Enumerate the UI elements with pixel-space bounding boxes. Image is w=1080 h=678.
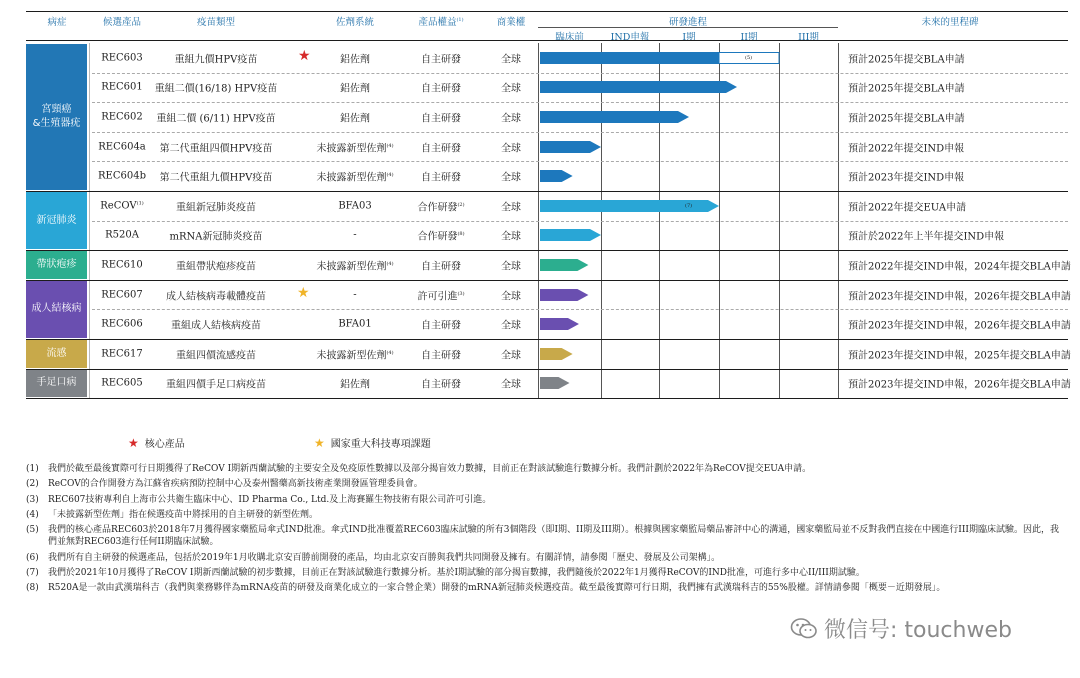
rights-note: (8): [457, 231, 465, 238]
adjuvant-note: (4): [386, 349, 394, 356]
rights-text: 許可引進: [417, 291, 458, 303]
vaccine-type: 重組四價手足口病疫苗: [166, 379, 266, 391]
category-label: 宮頸癌 &生殖器疣: [26, 44, 87, 190]
progress-bar: [540, 376, 572, 390]
footnote-number: (7): [26, 568, 39, 579]
header-stage: III期: [798, 32, 819, 43]
adjuvant: [305, 319, 405, 330]
rights: [401, 258, 481, 273]
rights: [401, 110, 481, 125]
commercial-rights: 全球: [501, 202, 521, 214]
row-rule: [92, 73, 1068, 74]
rights-text: 自主研發: [421, 379, 461, 391]
header-stage: 臨床前: [555, 32, 584, 43]
commercial-rights: 全球: [501, 113, 521, 125]
group-rule: [26, 339, 1068, 340]
progress-bar: [540, 169, 575, 183]
milestone: 預計2025年提交BLA申請: [848, 83, 965, 95]
adjuvant-text: BFA03: [338, 200, 372, 212]
vaccine-type: 重組四價流感疫苗: [176, 350, 256, 362]
header-rights-text: 產品權益: [418, 17, 457, 28]
rights-text: 自主研發: [421, 350, 461, 362]
milestone: 預計於2022年上半年提交IND申報: [848, 231, 1005, 243]
footnote-text: ReCOV的合作開發方為江蘇省疾病預防控制中心及泰州醫藥高新技術產業開發區管理委員會。: [48, 479, 423, 490]
adjuvant-note: (4): [386, 172, 394, 179]
progress-bar: [540, 199, 721, 213]
progress-bar: [540, 347, 575, 361]
adjuvant: [305, 289, 405, 300]
milestone: 預計2025年提交BLA申請: [848, 113, 965, 125]
row-rule: [92, 221, 1068, 222]
adjuvant-text: 鋁佐劑: [340, 379, 370, 391]
footnote-number: (8): [26, 583, 39, 594]
progress-bar-fill: [540, 318, 579, 330]
adjuvant-text: 鋁佐劑: [340, 113, 370, 125]
footnote-number: (5): [26, 525, 39, 536]
commercial-rights: 全球: [501, 83, 521, 95]
watermark: [790, 613, 1012, 644]
progress-bar: [540, 110, 691, 124]
adjuvant-text: 未披露新型佐劑: [316, 143, 387, 155]
vaccine-type: 第二代重組四價HPV疫苗: [159, 143, 273, 155]
footnote-text: 我們的核心產品REC603於2018年7月獲得國家藥監局傘式IND批准。傘式IND批准覆蓋REC603臨床試驗的所有3個階段（即I期、II期及III期）。根據與國家藥監局藥品審評中心的溝通，國家藥監局並不反對我們直接在中國進行III期臨床試驗。因此，我們並無對REC603進行任何II期臨床試驗。: [48, 525, 1059, 548]
footnote-text: 我們於截至最後實際可行日期獲得了ReCOV I期新西蘭試驗的主要安全及免疫原性數據以及部分揭盲效力數據，目前正在對該試驗進行數據分析。我們計劃於2022年為ReCOV提交EUA申請。: [48, 464, 812, 474]
legend-key: [314, 435, 431, 450]
milestone: 預計2022年提交EUA申請: [848, 202, 967, 214]
vaccine-type: 第二代重組九價HPV疫苗: [159, 172, 273, 184]
progress-bar-note: (7): [685, 202, 693, 209]
legend-key-label: 國家重大科技專項課題: [330, 439, 431, 450]
footnote: [26, 567, 1061, 579]
commercial-rights: 全球: [501, 231, 521, 243]
progress-bar: [540, 258, 590, 272]
footnote-text: 我們於2021年10月獲得了ReCOV I期新西蘭試驗的初步數據，目前正在對該試驗進行數據分析。基於I期試驗的部分揭盲數據，我們隨後於2022年1月獲得ReCOV的IND批准，可進行多中心II/III期試驗。: [48, 568, 865, 579]
rights-text: 自主研發: [421, 83, 461, 95]
adjuvant: [305, 110, 405, 125]
rights-note: (3): [457, 290, 465, 297]
adjuvant-note: (4): [386, 261, 394, 268]
adjuvant: [305, 376, 405, 391]
progress-rule: [538, 27, 838, 28]
candidate-code-text: REC606: [101, 318, 143, 330]
footnote-text: REC607技術專利自上海市公共衛生臨床中心、ID Pharma Co., Ltd.及上海賽羅生物技術有限公司許可引進。: [48, 494, 492, 505]
candidate-code-text: REC604a: [98, 141, 146, 153]
header-disease: 病症: [47, 17, 67, 28]
category-label: 手足口病: [26, 370, 87, 398]
header-rights: [401, 14, 481, 28]
group-rule: [26, 191, 1068, 192]
candidate-code-text: REC617: [101, 348, 143, 360]
rights-text: 自主研發: [421, 113, 461, 125]
legend-core: [128, 435, 185, 450]
header-rule: [26, 40, 1068, 41]
adjuvant-text: BFA01: [338, 318, 372, 330]
footnote: [26, 463, 1061, 475]
progress-bar: [540, 317, 581, 331]
footnote: [26, 552, 1061, 564]
legend-core-label: 核心產品: [144, 439, 185, 450]
footnotes: [26, 463, 1061, 598]
vaccine-type: 重組成人結核病疫苗: [171, 320, 261, 332]
adjuvant-text: 未披露新型佐劑: [316, 261, 387, 273]
commercial-rights: 全球: [501, 261, 521, 273]
header-adjuvant: 佐劑系統: [335, 17, 374, 28]
progress-bar: [540, 80, 739, 94]
adjuvant: [305, 200, 405, 211]
vaccine-type: 重組二價(16/18) HPV疫苗: [154, 83, 278, 95]
adjuvant: [305, 169, 405, 184]
candidate-code-text: REC604b: [98, 170, 146, 182]
rights: [401, 228, 481, 243]
candidate-code-text: REC602: [101, 111, 143, 123]
adjuvant-text: 未披露新型佐劑: [316, 172, 387, 184]
watermark-text: 微信号: touchweb: [824, 618, 1012, 643]
progress-bar-fill: [540, 81, 737, 93]
vaccine-type: 成人結核病毒載體疫苗: [166, 291, 266, 303]
progress-bar: [540, 288, 590, 302]
footnote: [26, 509, 1061, 521]
adjuvant: [305, 139, 405, 154]
milestone: 預計2023年提交IND申報，2026年提交BLA申請: [848, 291, 1071, 303]
rights-text: 自主研發: [421, 320, 461, 332]
vaccine-type: 重組帶狀疱疹疫苗: [176, 261, 256, 273]
progress-bar-fill: [540, 229, 601, 241]
rights: [401, 80, 481, 95]
vaccine-type: 重組新冠肺炎疫苗: [176, 202, 256, 214]
candidate-code-text: REC603: [101, 52, 143, 64]
footnote: [26, 478, 1061, 490]
wechat-icon: [790, 617, 818, 641]
row-rule: [92, 309, 1068, 310]
header-candidate: 候選產品: [102, 17, 141, 28]
category-label: 帶狀疱疹: [26, 251, 87, 279]
group-rule: [26, 280, 1068, 281]
adjuvant-text: 未披露新型佐劑: [316, 350, 387, 362]
adjuvant: [305, 50, 405, 65]
top-rule: [26, 11, 1068, 12]
rights-text: 合作研發: [417, 202, 458, 214]
adjuvant-text: -: [353, 289, 357, 301]
header-stage: I期: [682, 32, 696, 43]
vaccine-type: 重組二價 (6/11) HPV疫苗: [156, 113, 276, 125]
category-label: 成人結核病: [26, 281, 87, 338]
adjuvant: [305, 258, 405, 273]
header-commercial: 商業權: [496, 17, 526, 28]
row-rule: [92, 132, 1068, 133]
rights: [401, 139, 481, 154]
footnote-text: R520A是一款由武漢瑞科吉（我們與業務夥伴為mRNA疫苗的研發及商業化成立的一家合營企業）開發的mRNA新冠肺炎候選疫苗。截至最後實際可行日期，我們擁有武漢瑞科吉的55%股權。詳情請參閱「概要－近期發展」。: [48, 583, 946, 594]
commercial-rights: 全球: [501, 172, 521, 184]
progress-bar-fill: [540, 377, 570, 389]
candidate-code-text: REC601: [101, 81, 143, 93]
rights-text: 自主研發: [421, 54, 461, 66]
rights: [401, 346, 481, 361]
adjuvant-note: (4): [386, 142, 394, 149]
commercial-rights: 全球: [501, 291, 521, 303]
footnote-number: (4): [26, 509, 39, 520]
footnote-number: (2): [26, 479, 39, 490]
adjuvant-text: 鋁佐劑: [340, 54, 370, 66]
milestone: 預計2023年提交IND申報: [848, 172, 965, 184]
rights: [401, 50, 481, 65]
progress-bar-fill: [540, 289, 588, 301]
footnote: [26, 524, 1061, 549]
rights: [401, 376, 481, 391]
header-stage: IND申報: [610, 32, 650, 43]
category-label: 新冠肺炎: [26, 192, 87, 249]
rights-text: 自主研發: [421, 143, 461, 155]
candidate-code-text: REC607: [101, 289, 143, 301]
milestone: 預計2022年提交IND申報: [848, 143, 965, 155]
core-product-star-icon: ★: [298, 47, 311, 64]
rights-note: (2): [457, 201, 465, 208]
rights: [401, 287, 481, 302]
milestone: 預計2023年提交IND申報，2026年提交BLA申請: [848, 379, 1071, 391]
group-rule: [26, 369, 1068, 370]
progress-bar-note: (5): [745, 54, 753, 61]
milestone: 預計2025年提交BLA申請: [848, 54, 965, 66]
milestone: 預計2023年提交IND申報，2025年提交BLA申請: [848, 350, 1071, 362]
row-rule: [92, 102, 1068, 103]
progress-bar-fill: [540, 200, 719, 212]
progress-bar: [540, 140, 603, 154]
commercial-rights: 全球: [501, 54, 521, 66]
candidate-code-text: ReCOV: [100, 200, 137, 212]
adjuvant-text: 鋁佐劑: [340, 83, 370, 95]
header-milestone: 未來的里程碑: [921, 17, 979, 28]
candidate-code-text: REC610: [101, 259, 143, 271]
progress-bar-fill: [540, 259, 588, 271]
progress-bar-fill: [540, 170, 573, 182]
progress-bar-fill: [540, 348, 573, 360]
commercial-rights: 全球: [501, 320, 521, 332]
milestone: 預計2022年提交IND申報，2024年提交BLA申請: [848, 261, 1071, 273]
commercial-rights: 全球: [501, 350, 521, 362]
rights-text: 合作研發: [417, 231, 458, 243]
category-label: 流感: [26, 340, 87, 368]
footnote: [26, 494, 1061, 506]
vaccine-type: mRNA新冠肺炎疫苗: [169, 231, 263, 243]
rights: [401, 169, 481, 184]
milestone: 預計2023年提交IND申報，2026年提交BLA申請: [848, 320, 1071, 332]
progress-bar: [540, 228, 603, 242]
candidate-code-text: R520A: [105, 229, 139, 241]
footnote-number: (3): [26, 494, 39, 505]
footnote-text: 我們所有自主研發的候選產品，包括於2019年1月收購北京安百勝前開發的產品，均由北京安百勝與我們共同開發及擁有。有關詳情，請參閱「歷史、發展及公司架構」。: [48, 552, 721, 563]
col-divider: [89, 43, 90, 398]
key-project-star-icon: ★: [297, 284, 310, 301]
star-icon: ★: [128, 435, 139, 450]
rights-text: 自主研發: [421, 261, 461, 273]
adjuvant: [305, 80, 405, 95]
footnote-number: (1): [26, 464, 39, 474]
adjuvant-text: -: [353, 229, 357, 241]
header-stage: II期: [740, 32, 758, 43]
candidate-code-text: REC605: [101, 377, 143, 389]
header-vaccine-type: 疫苗類型: [196, 17, 235, 28]
rights-text: 自主研發: [421, 172, 461, 184]
commercial-rights: 全球: [501, 143, 521, 155]
footnote-number: (6): [26, 552, 39, 563]
candidate-code-note: (1): [136, 200, 144, 207]
row-rule: [92, 161, 1068, 162]
bottom-rule: [26, 398, 1068, 399]
progress-bar-fill: [540, 141, 601, 153]
adjuvant: [305, 230, 405, 241]
group-rule: [26, 250, 1068, 251]
vaccine-type: 重組九價HPV疫苗: [174, 54, 258, 66]
rights: [401, 198, 481, 213]
rights: [401, 317, 481, 332]
commercial-rights: 全球: [501, 379, 521, 391]
footnote-text: 「未披露新型佐劑」指在候選疫苗中將採用的自主研發的新型佐劑。: [48, 509, 319, 520]
header-rights-note: (1): [456, 16, 464, 23]
star-icon: ★: [314, 435, 325, 450]
header-progress: 研發進程: [668, 17, 707, 28]
adjuvant: [305, 346, 405, 361]
progress-bar-fill: [540, 111, 689, 123]
footnote: [26, 582, 1061, 594]
